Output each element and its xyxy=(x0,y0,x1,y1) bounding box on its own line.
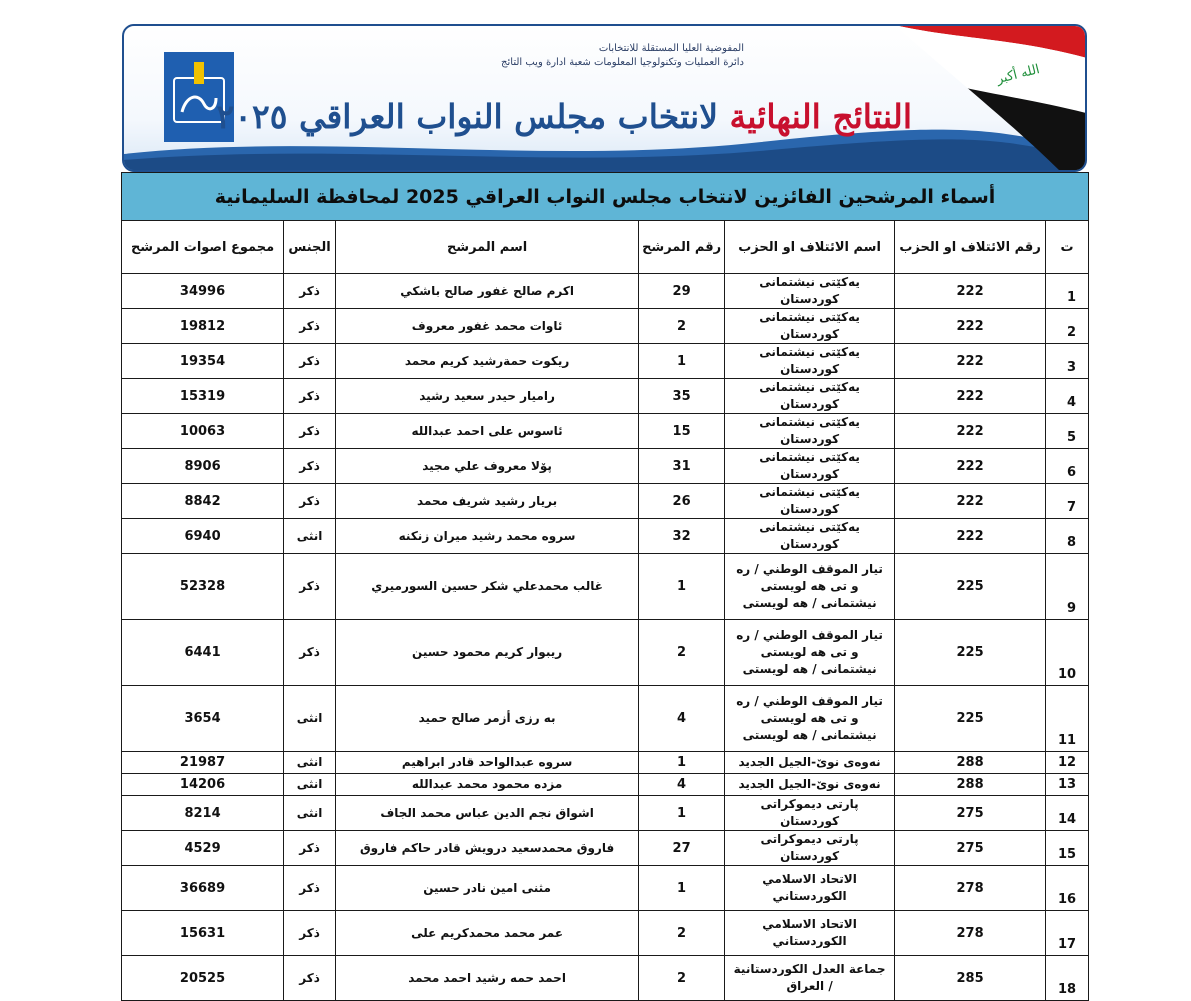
cell-seq: 6 xyxy=(1046,449,1089,484)
cell-gender: ذكر xyxy=(284,379,336,414)
cell-candidate-name: ريكوت حمةرشيد كريم محمد xyxy=(336,344,639,379)
cell-candidate-name: فاروق محمدسعيد درويش قادر حاكم فاروق xyxy=(336,831,639,866)
cell-party-number: 222 xyxy=(895,484,1046,519)
cell-candidate-number: 1 xyxy=(639,752,725,774)
cell-candidate-number: 1 xyxy=(639,866,725,911)
cell-seq: 2 xyxy=(1046,309,1089,344)
cell-votes: 10063 xyxy=(122,414,284,449)
commission-line-1: المفوضية العليا المستقلة للانتخابات xyxy=(598,43,744,54)
cell-seq: 10 xyxy=(1046,620,1089,686)
table-row xyxy=(122,831,1089,866)
table-row xyxy=(122,379,1089,414)
cell-gender: انثى xyxy=(284,686,336,752)
cell-party-name: تيار الموقف الوطني / ره و تى هه لويستى نيشتمانى / هه لويستى xyxy=(725,686,895,752)
cell-candidate-number: 27 xyxy=(639,831,725,866)
cell-candidate-number: 32 xyxy=(639,519,725,554)
cell-votes: 36689 xyxy=(122,866,284,911)
cell-candidate-number: 2 xyxy=(639,620,725,686)
table-row xyxy=(122,344,1089,379)
cell-candidate-number: 4 xyxy=(639,774,725,796)
cell-seq: 13 xyxy=(1046,774,1089,796)
table-row xyxy=(122,449,1089,484)
cell-votes: 34996 xyxy=(122,274,284,309)
cell-votes: 14206 xyxy=(122,774,284,796)
commission-info xyxy=(484,42,744,70)
cell-candidate-number: 1 xyxy=(639,554,725,620)
cell-party-name: الاتحاد الاسلامي الكوردستاني xyxy=(725,911,895,956)
cell-candidate-number: 1 xyxy=(639,344,725,379)
cell-party-name: يەكێتی نیشتمانی كوردستان xyxy=(725,449,895,484)
cell-seq: 9 xyxy=(1046,554,1089,620)
cell-seq: 4 xyxy=(1046,379,1089,414)
cell-gender: ذكر xyxy=(284,620,336,686)
header-gender: الجنس xyxy=(284,221,336,274)
cell-gender: ذكر xyxy=(284,309,336,344)
header-candidate-name: اسم المرشح xyxy=(336,221,639,274)
cell-party-number: 222 xyxy=(895,519,1046,554)
cell-votes: 21987 xyxy=(122,752,284,774)
cell-gender: انثى xyxy=(284,752,336,774)
cell-party-number: 288 xyxy=(895,752,1046,774)
table-row xyxy=(122,774,1089,796)
cell-party-number: 225 xyxy=(895,686,1046,752)
cell-votes: 15631 xyxy=(122,911,284,956)
table-row xyxy=(122,484,1089,519)
cell-candidate-name: پۆلا معروف علي مجيد xyxy=(336,449,639,484)
banner-title-accent: النتائج النهائية xyxy=(729,97,912,136)
cell-party-number: 225 xyxy=(895,554,1046,620)
cell-party-number: 288 xyxy=(895,774,1046,796)
cell-seq: 11 xyxy=(1046,686,1089,752)
cell-votes: 4529 xyxy=(122,831,284,866)
cell-gender: ذكر xyxy=(284,866,336,911)
cell-party-number: 285 xyxy=(895,956,1046,1001)
cell-party-name: تيار الموقف الوطني / ره و تى هه لويستى نيشتمانى / هه لويستى xyxy=(725,620,895,686)
cell-party-number: 275 xyxy=(895,796,1046,831)
table-row xyxy=(122,519,1089,554)
cell-party-name: تيار الموقف الوطني / ره و تى هه لويستى نيشتمانى / هه لويستى xyxy=(725,554,895,620)
cell-party-name: يەكێتی نیشتمانی كوردستان xyxy=(725,519,895,554)
header-party-name: اسم الائتلاف او الحزب xyxy=(725,221,895,274)
table-row xyxy=(122,911,1089,956)
header-votes: مجموع اصوات المرشح xyxy=(122,221,284,274)
cell-party-number: 275 xyxy=(895,831,1046,866)
cell-gender: انثى xyxy=(284,519,336,554)
cell-gender: ذكر xyxy=(284,956,336,1001)
cell-candidate-name: بريار رشيد شريف محمد xyxy=(336,484,639,519)
cell-party-number: 222 xyxy=(895,379,1046,414)
cell-party-number: 222 xyxy=(895,449,1046,484)
cell-candidate-name: مثنى امين نادر حسين xyxy=(336,866,639,911)
cell-candidate-name: سروه محمد رشيد ميران زنكنه xyxy=(336,519,639,554)
cell-party-name: يەكێتی نیشتمانی كوردستان xyxy=(725,484,895,519)
cell-votes: 20525 xyxy=(122,956,284,1001)
cell-candidate-name: راميار حيدر سعيد رشيد xyxy=(336,379,639,414)
cell-votes: 19354 xyxy=(122,344,284,379)
cell-party-name: يەكێتی نیشتمانی كوردستان xyxy=(725,274,895,309)
cell-votes: 8906 xyxy=(122,449,284,484)
commission-line-2: دائرة العمليات وتكنولوجيا المعلومات شعبة ادارة ويب التائج xyxy=(501,57,744,68)
cell-candidate-number: 4 xyxy=(639,686,725,752)
cell-candidate-name: ئاوات محمد غفور معروف xyxy=(336,309,639,344)
cell-gender: ذكر xyxy=(284,449,336,484)
cell-votes: 19812 xyxy=(122,309,284,344)
banner-title xyxy=(216,92,912,142)
table-caption: أسماء المرشحين الفائزين لانتخاب مجلس النواب العراقي 2025 لمحافظة السليمانية xyxy=(122,173,1089,221)
cell-party-name: يەكێتی نیشتمانی كوردستان xyxy=(725,379,895,414)
cell-votes: 6940 xyxy=(122,519,284,554)
table-row xyxy=(122,752,1089,774)
table-header-row xyxy=(122,221,1089,274)
table-row xyxy=(122,956,1089,1001)
cell-candidate-name: غالب محمدعلي شكر حسين السورميري xyxy=(336,554,639,620)
cell-seq: 12 xyxy=(1046,752,1089,774)
cell-candidate-name: عمر محمد محمدكريم على xyxy=(336,911,639,956)
table-row xyxy=(122,620,1089,686)
cell-candidate-name: اشواق نجم الدين عباس محمد الجاف xyxy=(336,796,639,831)
header-candidate-number: رقم المرشح xyxy=(639,221,725,274)
cell-gender: ذكر xyxy=(284,484,336,519)
cell-party-name: پارتی ديموكراتی كوردستان xyxy=(725,831,895,866)
cell-seq: 1 xyxy=(1046,274,1089,309)
table-row xyxy=(122,274,1089,309)
cell-party-name: يەكێتی نیشتمانی كوردستان xyxy=(725,309,895,344)
cell-candidate-number: 26 xyxy=(639,484,725,519)
cell-party-name: پارتی ديموكراتی كوردستان xyxy=(725,796,895,831)
cell-party-name: نەوەی نوێ-الجيل الجديد xyxy=(725,774,895,796)
cell-party-number: 222 xyxy=(895,274,1046,309)
cell-seq: 7 xyxy=(1046,484,1089,519)
cell-gender: ذكر xyxy=(284,911,336,956)
cell-seq: 8 xyxy=(1046,519,1089,554)
cell-candidate-name: به رزى أزمر صالح حميد xyxy=(336,686,639,752)
cell-votes: 3654 xyxy=(122,686,284,752)
cell-votes: 52328 xyxy=(122,554,284,620)
cell-gender: انثى xyxy=(284,796,336,831)
cell-seq: 17 xyxy=(1046,911,1089,956)
cell-votes: 15319 xyxy=(122,379,284,414)
cell-candidate-number: 2 xyxy=(639,911,725,956)
cell-party-number: 278 xyxy=(895,911,1046,956)
cell-votes: 8842 xyxy=(122,484,284,519)
table-row xyxy=(122,686,1089,752)
cell-votes: 8214 xyxy=(122,796,284,831)
cell-seq: 18 xyxy=(1046,956,1089,1001)
cell-party-name: يەكێتی نیشتمانی كوردستان xyxy=(725,344,895,379)
table-row xyxy=(122,309,1089,344)
banner-title-rest: لانتخاب مجلس النواب العراقي ٢٠٢٥ xyxy=(216,97,719,136)
cell-party-number: 222 xyxy=(895,309,1046,344)
cell-gender: انثى xyxy=(284,774,336,796)
cell-candidate-name: ئاسوس على احمد عبدالله xyxy=(336,414,639,449)
cell-seq: 3 xyxy=(1046,344,1089,379)
cell-candidate-name: اكرم صالح غفور صالح باشكي xyxy=(336,274,639,309)
cell-party-name: نەوەی نوێ-الجيل الجديد xyxy=(725,752,895,774)
cell-party-number: 222 xyxy=(895,414,1046,449)
cell-party-number: 225 xyxy=(895,620,1046,686)
cell-gender: ذكر xyxy=(284,414,336,449)
table-row xyxy=(122,796,1089,831)
cell-candidate-number: 29 xyxy=(639,274,725,309)
table-row xyxy=(122,414,1089,449)
cell-candidate-number: 2 xyxy=(639,309,725,344)
cell-candidate-number: 1 xyxy=(639,796,725,831)
cell-candidate-number: 2 xyxy=(639,956,725,1001)
cell-party-name: الاتحاد الاسلامي الكوردستاني xyxy=(725,866,895,911)
table-row xyxy=(122,554,1089,620)
cell-party-name: يەكێتی نیشتمانی كوردستان xyxy=(725,414,895,449)
cell-candidate-name: احمد حمه رشيد احمد محمد xyxy=(336,956,639,1001)
cell-candidate-name: سروه عبدالواحد قادر ابراهيم xyxy=(336,752,639,774)
cell-seq: 14 xyxy=(1046,796,1089,831)
table-row xyxy=(122,866,1089,911)
cell-candidate-number: 35 xyxy=(639,379,725,414)
cell-gender: ذكر xyxy=(284,274,336,309)
cell-seq: 15 xyxy=(1046,831,1089,866)
header-party-number: رقم الائتلاف او الحزب xyxy=(895,221,1046,274)
cell-gender: ذكر xyxy=(284,554,336,620)
cell-party-number: 222 xyxy=(895,344,1046,379)
cell-party-name: جماعة العدل الكوردستانية / العراق xyxy=(725,956,895,1001)
cell-candidate-name: مزده محمود محمد عبدالله xyxy=(336,774,639,796)
cell-seq: 5 xyxy=(1046,414,1089,449)
cell-gender: ذكر xyxy=(284,344,336,379)
header-banner xyxy=(122,24,1087,172)
cell-party-number: 278 xyxy=(895,866,1046,911)
cell-candidate-number: 15 xyxy=(639,414,725,449)
flag-takbir-text: الله أكبر xyxy=(995,62,1042,88)
header-seq: ت xyxy=(1046,221,1089,274)
cell-votes: 6441 xyxy=(122,620,284,686)
cell-seq: 16 xyxy=(1046,866,1089,911)
winners-table xyxy=(121,172,1089,1001)
cell-gender: ذكر xyxy=(284,831,336,866)
cell-candidate-name: ريبوار كريم محمود حسين xyxy=(336,620,639,686)
cell-candidate-number: 31 xyxy=(639,449,725,484)
